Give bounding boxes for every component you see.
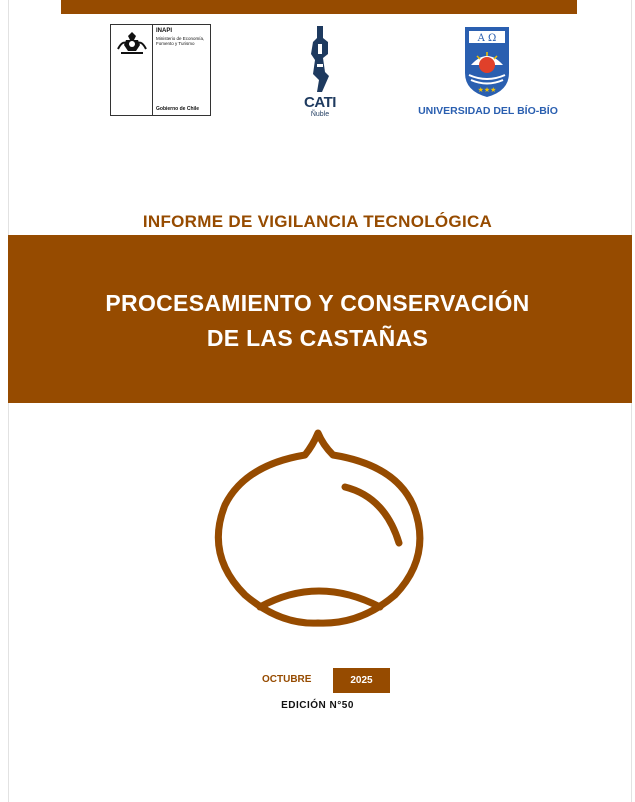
edition-number: EDICIÓN N°50 xyxy=(281,700,354,711)
chestnut-icon xyxy=(205,425,435,635)
svg-text:★★★: ★★★ xyxy=(477,87,497,94)
inapi-name: INAPI xyxy=(156,28,173,34)
edition-month: OCTUBRE xyxy=(262,674,312,685)
shield-letters: A Ω xyxy=(477,33,497,44)
edition-year: 2025 xyxy=(333,668,390,693)
ubb-shield-icon xyxy=(463,25,511,99)
cati-logo xyxy=(300,24,340,122)
top-color-bar xyxy=(61,0,577,14)
ubb-name: UNIVERSIDAD DEL BÍO-BÍO xyxy=(418,105,558,117)
logo-divider xyxy=(152,25,153,115)
title-line-2: DE LAS CASTAÑAS xyxy=(206,325,429,351)
cati-title: CATI xyxy=(304,94,336,111)
cati-subtitle: Ñuble xyxy=(310,111,330,118)
ministry-text: Ministerio de Economía, Fomento y Turismo xyxy=(156,36,205,46)
document-title xyxy=(0,286,635,356)
chile-coat-of-arms-icon xyxy=(115,29,149,55)
title-line-1: PROCESAMIENTO Y CONSERVACIÓN xyxy=(105,290,530,316)
cati-figure-icon xyxy=(300,24,340,94)
report-type: INFORME DE VIGILANCIA TECNOLÓGICA xyxy=(142,212,493,231)
government-text: Gobierno de Chile xyxy=(156,106,200,112)
inapi-logo xyxy=(110,24,211,116)
